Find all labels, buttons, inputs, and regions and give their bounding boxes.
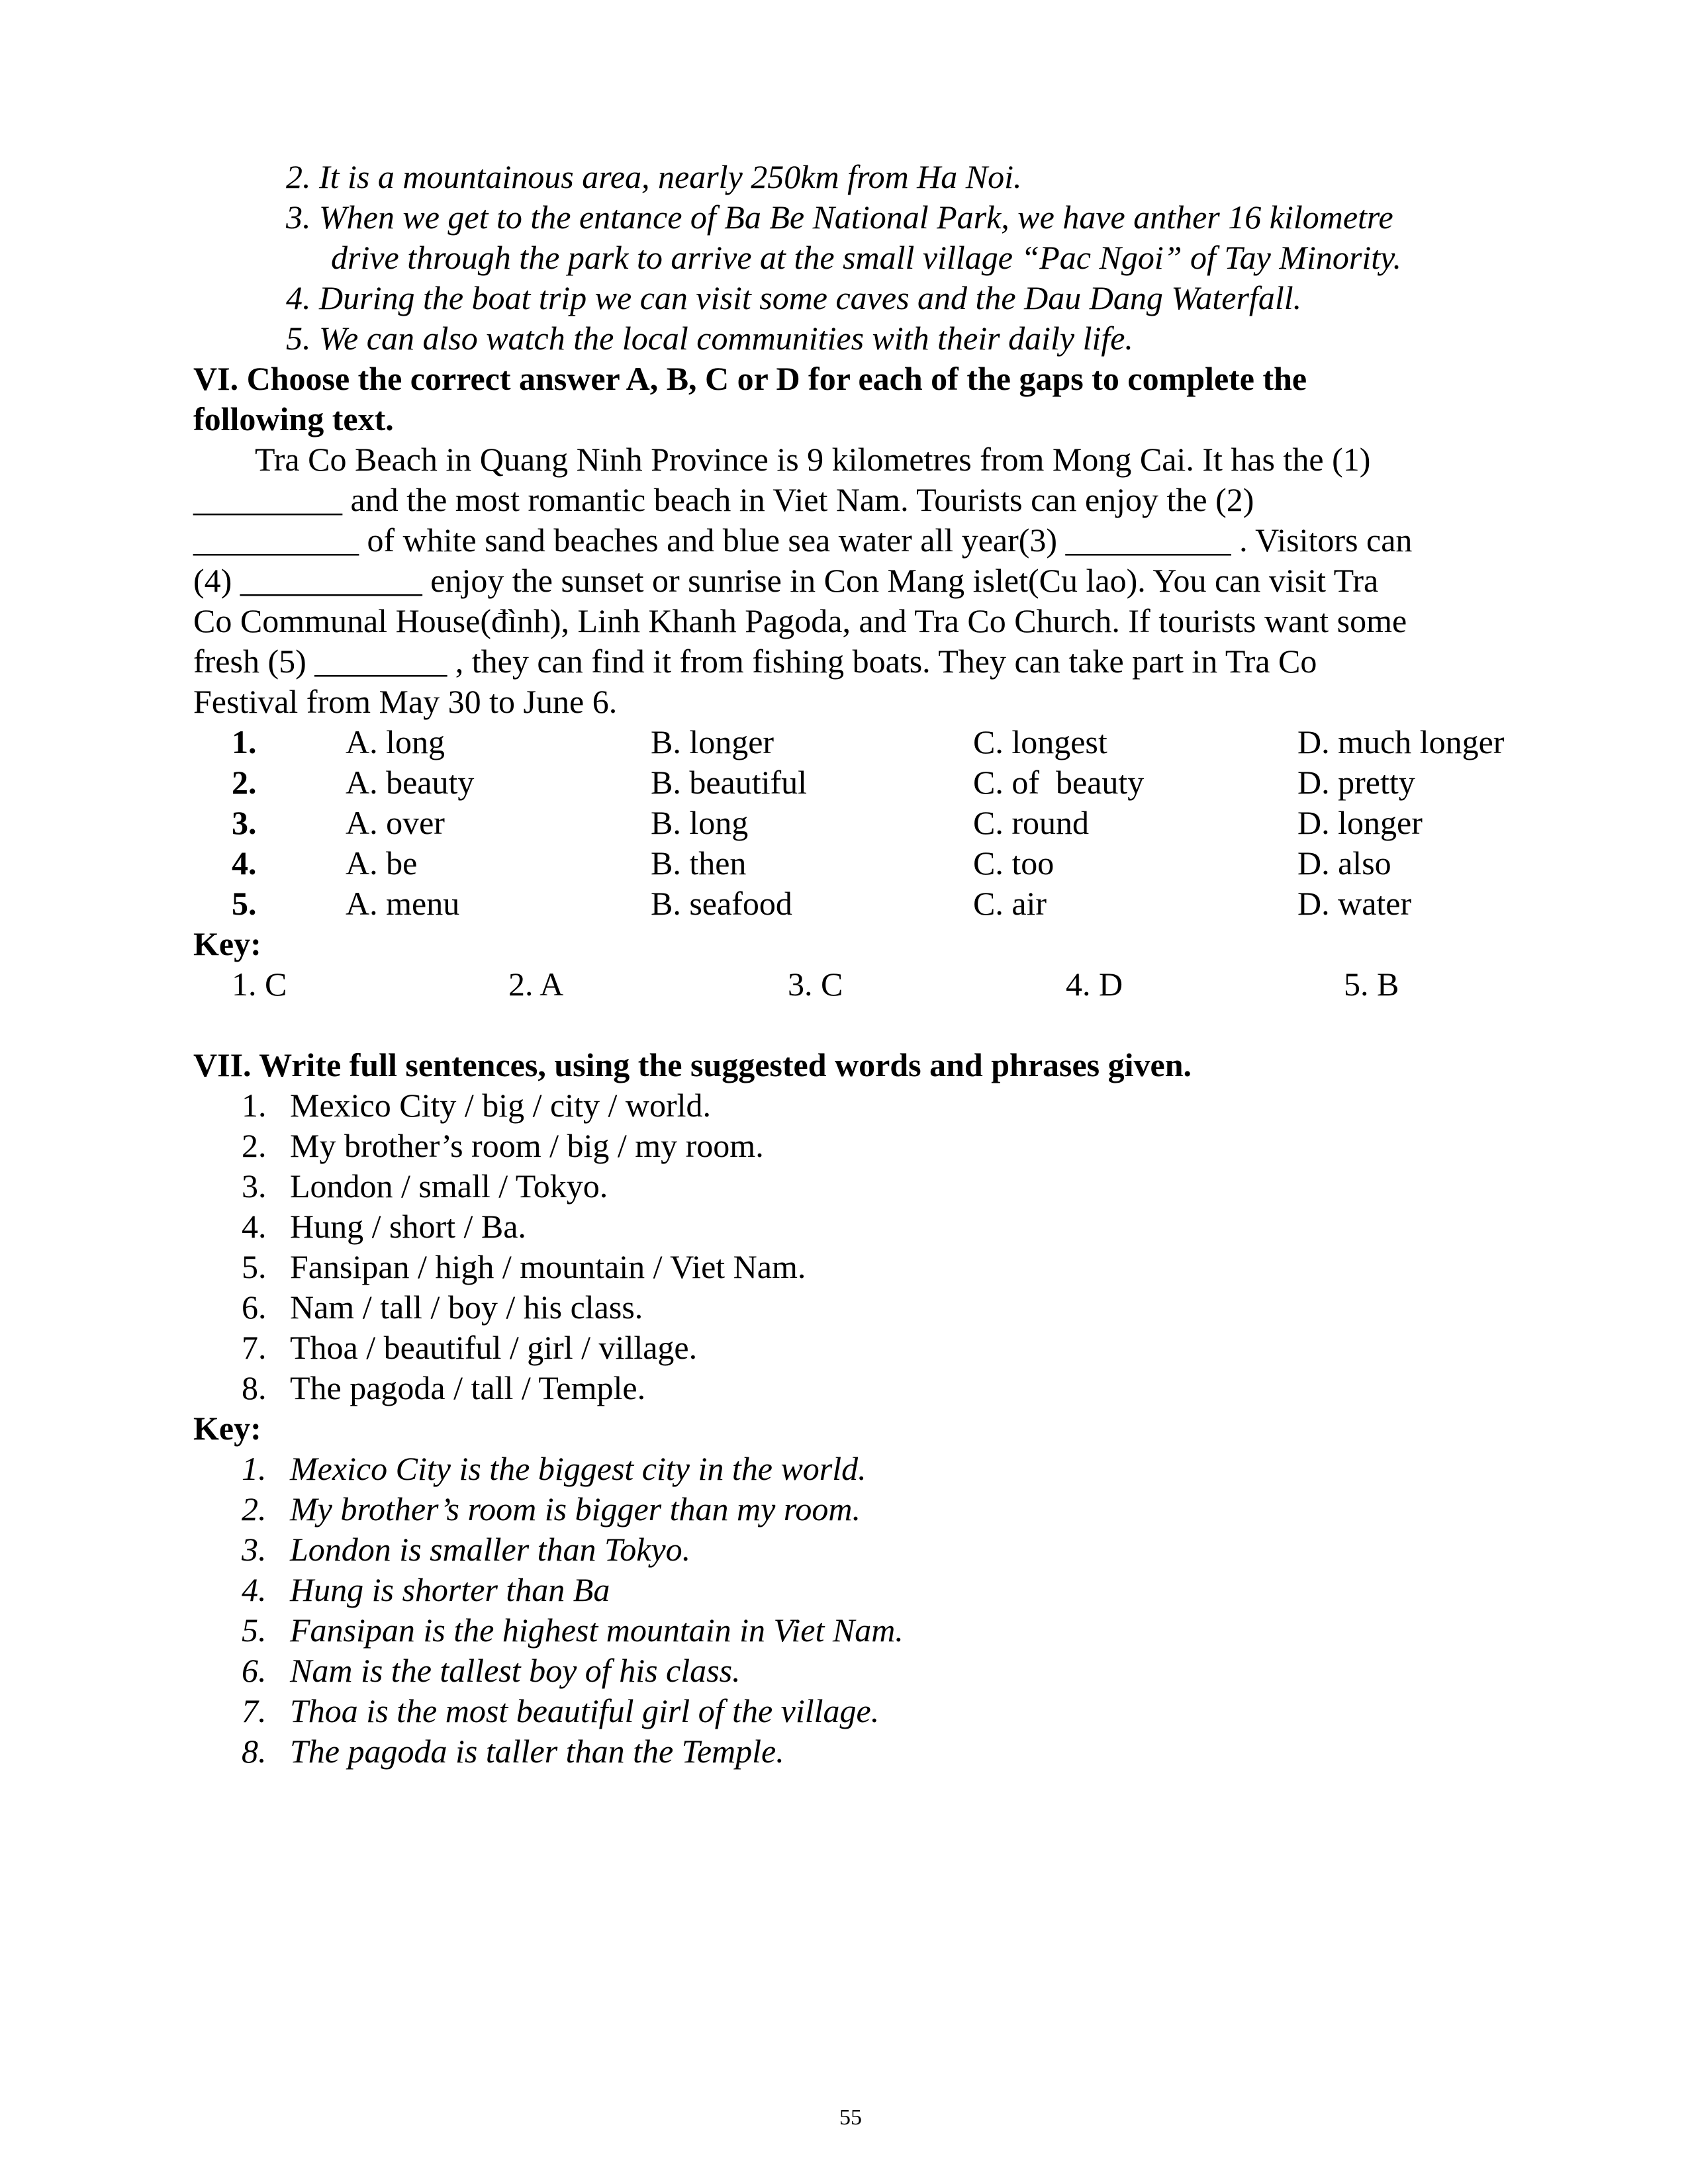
question-number: 3. (232, 804, 257, 841)
option-b: B. long (651, 804, 749, 841)
section-6-key-label: Key: (193, 925, 261, 962)
option-d: D. pretty (1297, 764, 1415, 801)
key-answer-1: 1. C (232, 966, 287, 1003)
key-answer-3: 3. C (788, 966, 843, 1003)
prompt-number: 3. (242, 1167, 267, 1205)
prompt-number: 1. (242, 1087, 267, 1124)
answer-number: 6. (242, 1652, 267, 1689)
passage-line-6: fresh (5) ________ , they can find it from fishing boats. They can take part in Tra Co (193, 643, 1317, 680)
answer-number: 7. (242, 1692, 267, 1729)
reading-answer-3-line2: drive through the park to arrive at the small village “Pac Ngoi” of Tay Minority. (331, 239, 1402, 276)
prompt-text: Nam / tall / boy / his class. (290, 1289, 643, 1326)
answer-text: Hung is shorter than Ba (290, 1571, 610, 1608)
option-a: A. beauty (346, 764, 475, 801)
option-d: D. much longer (1297, 723, 1505, 760)
answer-text: Mexico City is the biggest city in the world. (290, 1450, 867, 1487)
answer-number: 1. (242, 1450, 267, 1487)
key-answer-5: 5. B (1344, 966, 1399, 1003)
passage-line-1: Tra Co Beach in Quang Ninh Province is 9 kilometres from Mong Cai. It has the (1) (255, 441, 1371, 478)
reading-answer-3-line1: 3. When we get to the entance of Ba Be National Park, we have anther 16 kilometre (286, 199, 1393, 236)
option-b: B. beautiful (651, 764, 808, 801)
option-c: C. longest (973, 723, 1107, 760)
option-d: D. also (1297, 844, 1391, 882)
passage-line-2: _________ and the most romantic beach in Viet Nam. Tourists can enjoy the (2) (193, 481, 1254, 518)
option-d: D. water (1297, 885, 1412, 922)
answer-text: Fansipan is the highest mountain in Viet Nam. (290, 1612, 904, 1649)
question-number: 4. (232, 844, 257, 882)
option-d: D. longer (1297, 804, 1423, 841)
question-number: 2. (232, 764, 257, 801)
prompt-text: Hung / short / Ba. (290, 1208, 526, 1245)
question-number: 5. (232, 885, 257, 922)
option-c: C. round (973, 804, 1089, 841)
passage-line-4: (4) ___________ enjoy the sunset or sunrise in Con Mang islet(Cu lao). You can visit Tra (193, 562, 1379, 599)
answer-text: Nam is the tallest boy of his class. (290, 1652, 741, 1689)
prompt-text: Thoa / beautiful / girl / village. (290, 1329, 698, 1366)
option-b: B. seafood (651, 885, 792, 922)
passage-line-7: Festival from May 30 to June 6. (193, 683, 618, 720)
prompt-text: London / small / Tokyo. (290, 1167, 608, 1205)
option-c: C. too (973, 844, 1055, 882)
answer-number: 3. (242, 1531, 267, 1568)
prompt-number: 6. (242, 1289, 267, 1326)
option-c: C. air (973, 885, 1047, 922)
option-c: C. of beauty (973, 764, 1145, 801)
passage-line-3: __________ of white sand beaches and blue sea water all year(3) __________ . Visitors can (193, 522, 1413, 559)
prompt-text: Mexico City / big / city / world. (290, 1087, 712, 1124)
answer-text: The pagoda is taller than the Temple. (290, 1733, 784, 1770)
question-number: 1. (232, 723, 257, 760)
answer-text: My brother’s room is bigger than my room. (290, 1490, 861, 1527)
option-a: A. over (346, 804, 445, 841)
answer-text: Thoa is the most beautiful girl of the village. (290, 1692, 880, 1729)
prompt-number: 8. (242, 1369, 267, 1406)
key-answer-4: 4. D (1066, 966, 1123, 1003)
prompt-number: 7. (242, 1329, 267, 1366)
section-7-key-label: Key: (193, 1410, 261, 1447)
option-b: B. then (651, 844, 747, 882)
prompt-number: 4. (242, 1208, 267, 1245)
reading-answer-4: 4. During the boat trip we can visit some caves and the Dau Dang Waterfall. (286, 279, 1302, 316)
reading-answer-5: 5. We can also watch the local communities with their daily life. (286, 320, 1133, 357)
prompt-number: 5. (242, 1248, 267, 1285)
section-6-heading-line1: VI. Choose the correct answer A, B, C or D for each of the gaps to complete the (193, 360, 1307, 397)
option-a: A. be (346, 844, 418, 882)
answer-number: 8. (242, 1733, 267, 1770)
passage-line-5: Co Communal House(đình), Linh Khanh Pagoda, and Tra Co Church. If tourists want some (193, 602, 1407, 639)
answer-number: 2. (242, 1490, 267, 1527)
answer-number: 5. (242, 1612, 267, 1649)
page-number: 55 (839, 2105, 862, 2130)
option-a: A. long (346, 723, 445, 760)
option-a: A. menu (346, 885, 460, 922)
prompt-text: The pagoda / tall / Temple. (290, 1369, 646, 1406)
option-b: B. longer (651, 723, 774, 760)
prompt-text: Fansipan / high / mountain / Viet Nam. (290, 1248, 806, 1285)
section-7-heading: VII. Write full sentences, using the suggested words and phrases given. (193, 1046, 1192, 1083)
reading-answer-2: 2. It is a mountainous area, nearly 250km from Ha Noi. (286, 158, 1022, 195)
answer-number: 4. (242, 1571, 267, 1608)
prompt-number: 2. (242, 1127, 267, 1164)
answer-text: London is smaller than Tokyo. (290, 1531, 691, 1568)
prompt-text: My brother’s room / big / my room. (290, 1127, 764, 1164)
key-answer-2: 2. A (508, 966, 564, 1003)
section-6-heading-line2: following text. (193, 400, 394, 437)
